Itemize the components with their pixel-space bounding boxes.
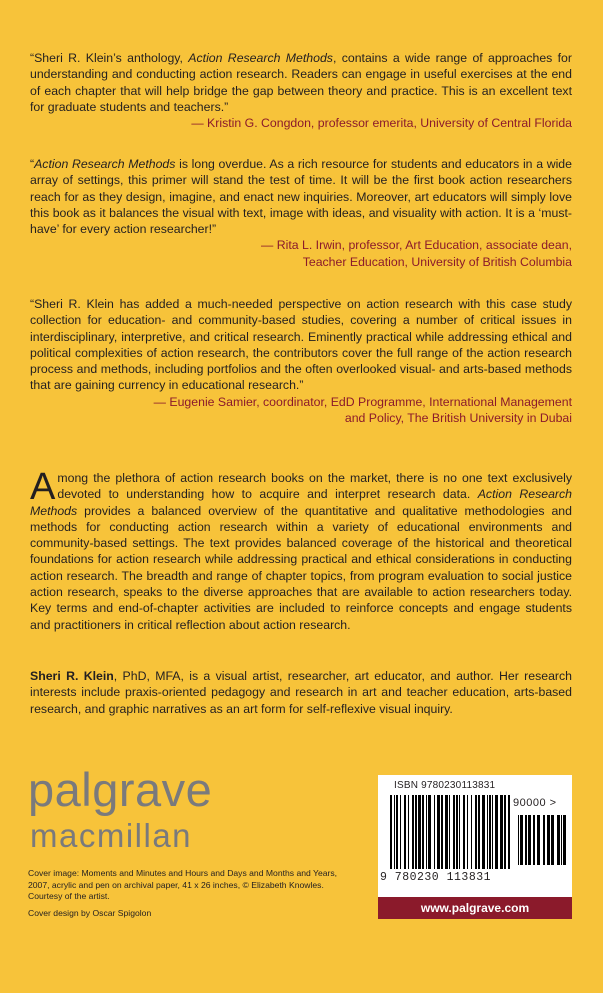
endorsement-quote-1 [30, 50, 572, 131]
endorsement-quote-2 [30, 156, 572, 270]
quote-text-part: “ [30, 157, 35, 171]
quote-text [30, 156, 572, 237]
publisher-logo-macmillan: macmillan [30, 817, 193, 854]
quote-attribution: — Rita L. Irwin, professor, Art Education, associate dean, [261, 238, 572, 253]
book-title-italic: Action Research Methods [30, 487, 572, 518]
description-text: provides a balanced overview of the quantitative and qualitative methodologies and methods for conducting action research within a variety of educational environments and community-based settings. The text provides balanced coverage of the historical and theoretical foundations for action research while addressing practical and ethical considerations in conducting action research. The breadth and range of chapter topics, from program evaluation to social justice action research, speaks to the diverse approaches that are available to action researchers today. Key terms and end-of-chapter activities are included to reinforce concepts and engage students and practitioners in critical reflection about action research. [30, 503, 572, 632]
endorsement-quote-3 [30, 296, 572, 426]
quote-text: “Sheri R. Klein has added a much-needed perspective on action research with this case study collection for education- and community-based studies, covering a number of critical issues in interdisciplinary, interpretive, and critical research. Eminently practical while addressing ethical and political complexities of action research, the contributors cover the full range of the action research process and methods, including portfolios and the often overlooked visual- and arts-based methods that are gaining currency in educational research.” [30, 297, 572, 393]
quote-text-part: , contains a wide range of approaches for understanding and conducting action research. Readers can engage in useful exercises at the end of each chapter that will help bridge the gap between theory and practice. This is an excellent text for graduate students and teachers.” [30, 51, 572, 114]
drop-cap: A [30, 466, 56, 508]
description-text: mong the plethora of action research books on the market, there is no one text exclusively devoted to understanding how to acquire and interpret research data. [57, 471, 572, 502]
book-title-italic: Action Research Methods [188, 51, 333, 65]
barcode-panel [378, 775, 572, 897]
quote-attribution: — Kristin G. Congdon, professor emerita, University of Central Florida [191, 116, 572, 131]
isbn-label: ISBN 9780230113831 [394, 780, 496, 791]
author-bio-text: , PhD, MFA, is a visual artist, researcher, art educator, and author. Her research interests include praxis-oriented pedagogy and research in art and teacher education, arts-based research, and graphic narratives as an art form for self-reflexive visual inquiry. [30, 669, 572, 716]
cover-design-credit: Cover design by Oscar Spigolon [28, 908, 152, 918]
book-title-italic: Action Research Methods [34, 157, 176, 171]
barcode-icon [390, 795, 512, 869]
publisher-logo-palgrave: palgrave [28, 763, 213, 816]
quote-attribution: — Eugenie Samier, coordinator, EdD Programme, International Management [153, 394, 572, 409]
book-description [30, 466, 572, 633]
quote-attribution-cont: and Policy, The British University in Dubai [344, 411, 572, 426]
quote-attribution-cont: Teacher Education, University of British Columbia [302, 254, 572, 269]
addon-barcode-icon [518, 815, 566, 865]
author-bio [30, 668, 572, 717]
author-name: Sheri R. Klein [30, 669, 114, 683]
isbn-digits: 9 780230 113831 [380, 871, 492, 884]
quote-text [30, 50, 572, 115]
quote-text-part: is long overdue. As a rich resource for students and educators in a wide array of settings, this primer will stand the test of time. It will be the first book action researchers reach for as they design, imagine, and enact new inquiries. Moreover, art educators will simply love this book as it balances the visual with text, image with ideas, and visuality with action. It is a ‘must-have’ for every action researcher!” [30, 157, 572, 237]
publisher-website[interactable]: www.palgrave.com [378, 897, 572, 919]
quote-text-part: “Sheri R. Klein’s anthology, [30, 51, 189, 65]
cover-image-credit: Cover image: Moments and Minutes and Hours and Days and Months and Years, 2007, acrylic and pen on archival paper, 41 x 26 inches, © Elizabeth Knowles. Courtesy of the artist. [28, 868, 338, 901]
price-code: 90000 > [513, 797, 557, 809]
